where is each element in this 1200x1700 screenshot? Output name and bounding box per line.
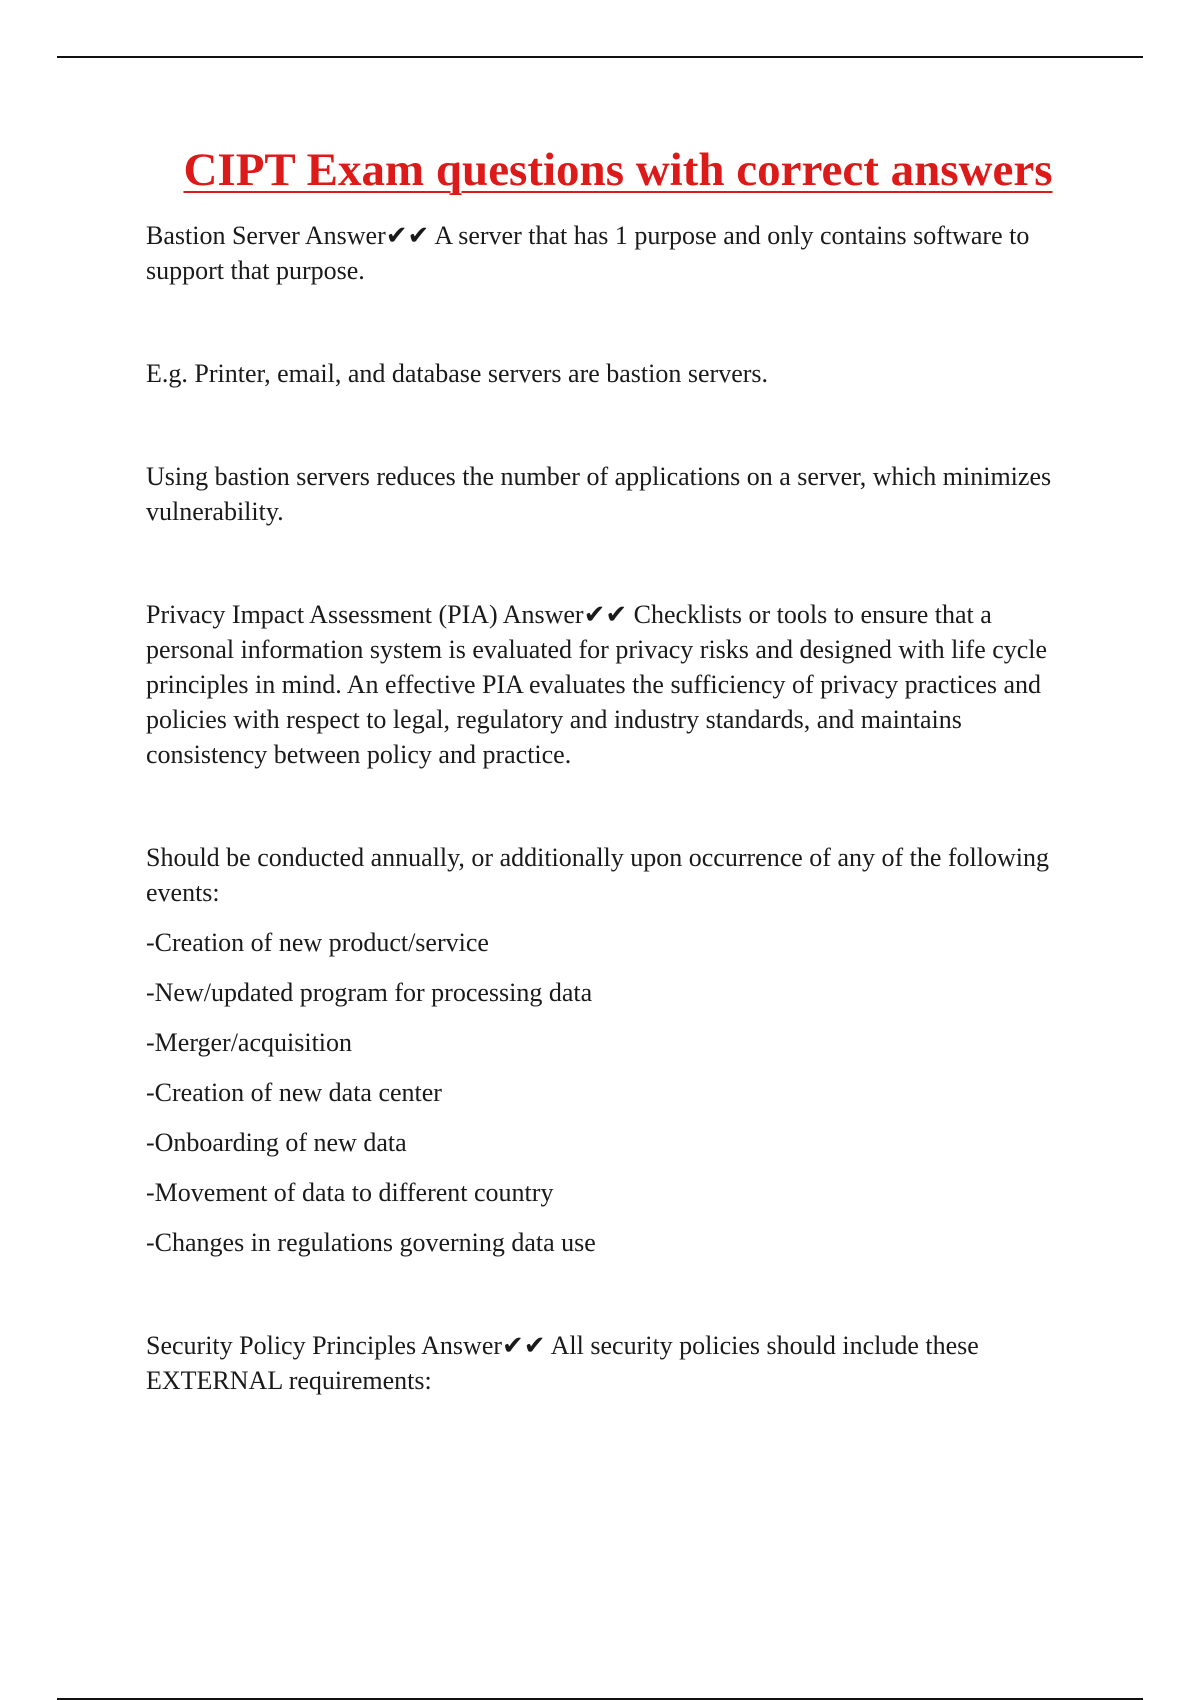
list-item: -Creation of new product/service bbox=[146, 928, 489, 957]
list-item: -Merger/acquisition bbox=[146, 1028, 353, 1057]
list-item: -Onboarding of new data bbox=[146, 1128, 407, 1157]
list-item: -Movement of data to different country bbox=[146, 1178, 554, 1207]
pia-definition: Privacy Impact Assessment (PIA) Answer✔✔ Checklists or tools to ensure that a personal information system is evaluated for privacy risks and designed with life cycle principles in mind. An effective PIA evaluates the sufficiency of privacy practices and policies with respect to legal, regulatory and industry standards, and maintains consistency between policy and practice. bbox=[146, 600, 1048, 769]
document-body bbox=[146, 218, 1086, 1398]
list-item: -New/updated program for processing data bbox=[146, 978, 593, 1007]
page-title: CIPT Exam questions with correct answers bbox=[183, 144, 1053, 196]
security-policy-definition: Security Policy Principles Answer✔✔ All security policies should include these EXTERNAL requirements: bbox=[146, 1331, 979, 1395]
list-item: -Creation of new data center bbox=[146, 1078, 442, 1107]
list-item: -Changes in regulations governing data use bbox=[146, 1228, 596, 1257]
bastion-example: E.g. Printer, email, and database servers are bastion servers. bbox=[146, 359, 769, 388]
pia-events-list bbox=[146, 925, 1086, 1260]
bastion-benefit: Using bastion servers reduces the number of applications on a server, which minimizes vulnerability. bbox=[146, 462, 1052, 526]
pia-when: Should be conducted annually, or additionally upon occurrence of any of the following events: bbox=[146, 843, 1050, 907]
bastion-definition: Bastion Server Answer✔✔ A server that has 1 purpose and only contains software to support that purpose. bbox=[146, 221, 1030, 285]
top-rule bbox=[57, 56, 1143, 58]
